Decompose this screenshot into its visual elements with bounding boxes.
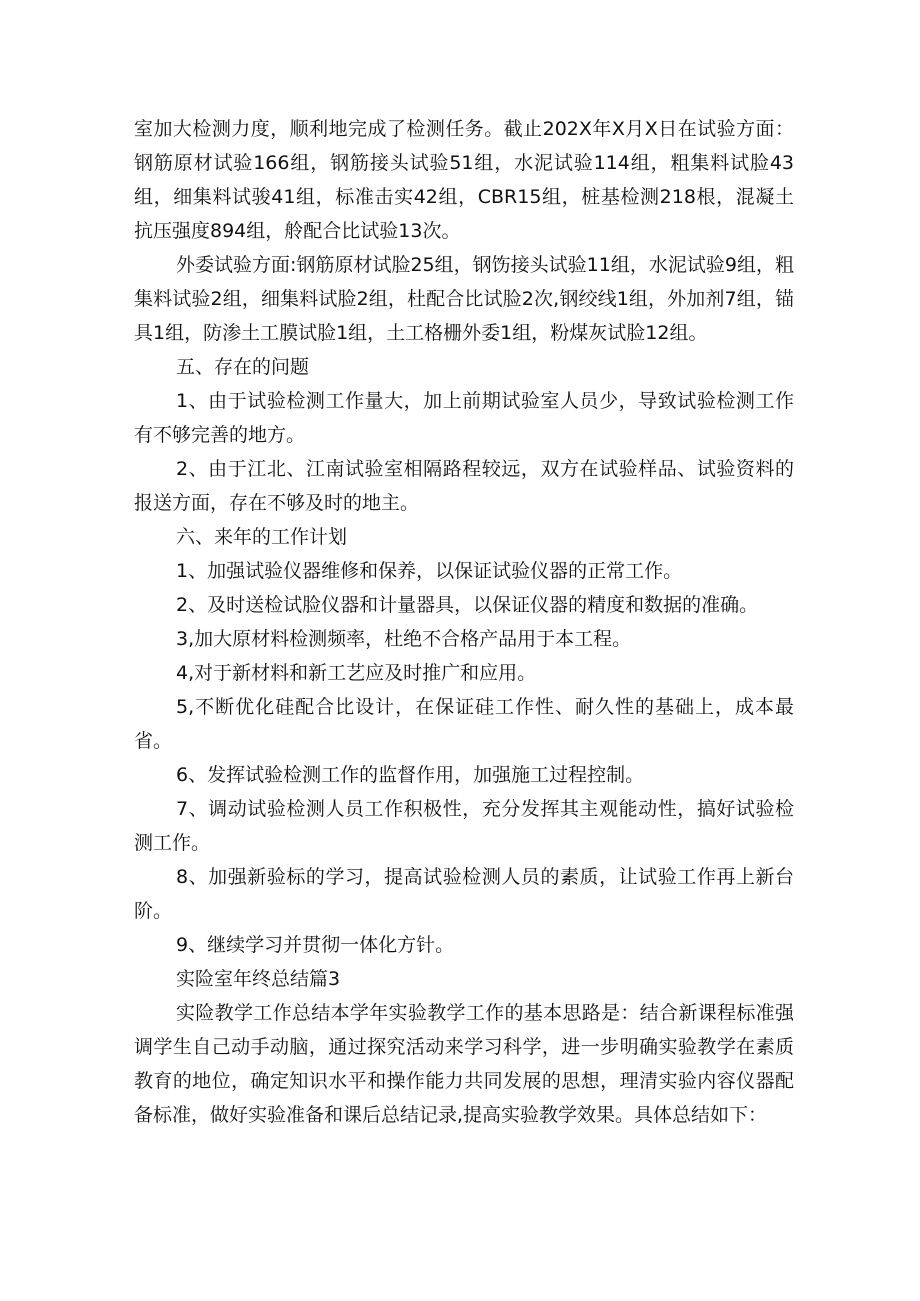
plan-item-8: 8、加强新验标的学习，提高试验检测人员的素质，让试验工作再上新台阶。 (134, 866, 794, 922)
paragraph-external-testing: 外委试验方面:钢筋原材试脸25组，钢饬接头试验11组，水泥试验9组，粗集料试验2组，细集料试脸2组，杜配合比试脸2次,钢绞线1组，外加剂7组，锚具1组，防渗土工膜试脸1组，土工格栅外委1组，粉煤灰试脸12组。 (134, 254, 794, 344)
article-title: 实险室年终总结篇3 (176, 968, 341, 990)
plan-item-1: 1、加强试验仪器维修和保养，以保证试验仪器的正常工作。 (176, 560, 683, 582)
plan-item-4: 4,对于新材料和新工艺应及时推广和应用。 (176, 662, 537, 684)
problem-item-1: 1、由于试验检测工作量大，加上前期试验室人员少，导致试验检测工作有不够完善的地方。 (134, 390, 794, 446)
section-heading-plan: 六、来年的工作计划 (176, 526, 348, 548)
problem-item-2: 2、由于江北、江南试验室相隔路程较远，双方在试验样品、试验资料的报送方面，存在不够及时的地主。 (134, 458, 794, 514)
plan-item-3: 3,加大原材料检测频率，杜绝不合格产品用于本工程。 (176, 628, 632, 650)
plan-item-7: 7、调动试验检测人员工作积极性，充分发挥其主观能动性，搞好试验检测工作。 (134, 798, 794, 854)
document-body (134, 112, 794, 1132)
paragraph-teaching-summary: 实险教学工作总结本学年实验教学工作的基本思路是：结合新课程标准强调学生自己动手动脑，通过探究活动来学习科学，进一步明确实验教学在素质教育的地位，确定知识水平和操作能力共同发展的思想，理清实验内容仪器配备标准，做好实验准备和课后总结记录,提高实验教学效果。具体总结如下： (134, 1002, 794, 1126)
paragraph-testing-summary: 室加大检测力度，顺利地完成了检测任务。截止202X年X月X日在试验方面：钢筋原材试验166组，钢筋接头试验51组，水泥试验114组，粗集料试脸43组，细集料试骏41组，标准击实42组，CBR15组，桩基检测218根，混凝土抗压强度894组，舲配合比试验13次。 (134, 118, 794, 242)
plan-item-6: 6、发挥试验检测工作的监督作用，加强施工过程控制。 (176, 764, 645, 786)
plan-item-9: 9、继续学习并贯彻一体化方针。 (176, 934, 455, 956)
plan-item-2: 2、及时送检试脸仪器和计量器具，以保证仪器的精度和数据的准确。 (176, 594, 759, 616)
section-heading-problems: 五、存在的问题 (176, 356, 310, 378)
plan-item-5: 5,不断优化硅配合比设计，在保证硅工作性、耐久性的基础上，成本最省。 (134, 696, 794, 752)
